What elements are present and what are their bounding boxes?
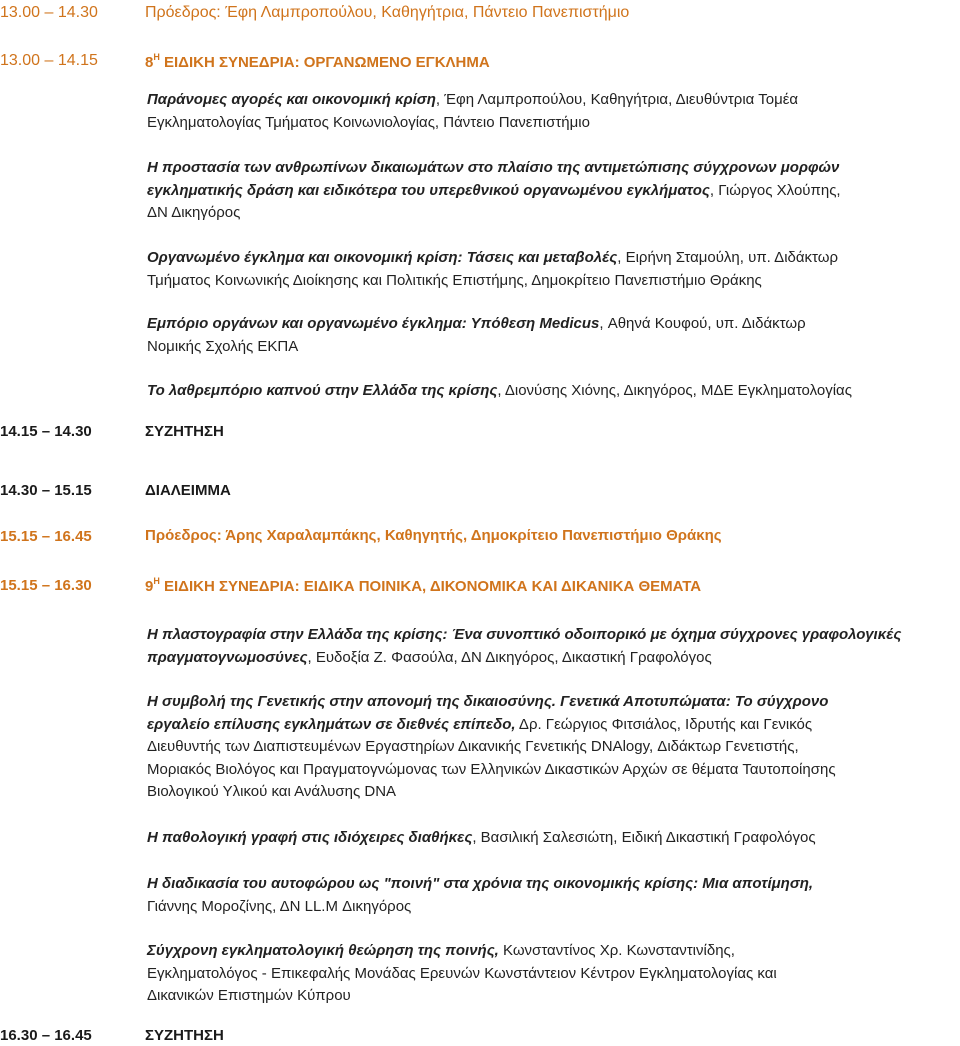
time-1300-1415: 13.00 – 14.15 [0,52,98,69]
time-1515-1645: 15.15 – 16.45 [0,528,92,545]
talk-s9-3: Η παθολογική γραφή στις ιδιόχειρες διαθήκες, Βασιλική Σαλεσιώτη, Ειδική Δικαστική Γραφολόγος [147,829,816,846]
talk-s8-5: Το λαθρεμπόριο καπνού στην Ελλάδα της κρίσης, Διονύσης Χιόνης, Δικηγόρος, ΜΔΕ Εγκληματολογίας [147,382,852,399]
time-1515-1630: 15.15 – 16.30 [0,577,92,594]
talk-s9-5: Σύγχρονη εγκληματολογική θεώρηση της ποινής, Κωνσταντίνος Χρ. Κωνσταντινίδης, Εγκληματολόγος - Επικεφαλής Μονάδας Ερευνών Κωνστάντειον Κέντρον Εγκληματολογίας και Δικανικών Επιστημών Κύπρου [147,942,777,1004]
time-1300-1430: 13.00 – 14.30 [0,4,98,21]
discussion-label-1: ΣΥΖΗΤΗΣΗ [145,423,224,440]
chair-session9: Πρόεδρος: Άρης Χαραλαμπάκης, Καθηγητής, Δημοκρίτειο Πανεπιστήμιο Θράκης [145,527,722,544]
time-1415-1430: 14.15 – 14.30 [0,423,92,440]
talk-s8-1: Παράνομες αγορές και οικονομική κρίση, Έφη Λαμπροπούλου, Καθηγήτρια, Διευθύντρια Τομέα Εγκληματολογίας Τμήματος Κοινωνιολογίας, Πάντειο Πανεπιστήμιο [147,91,799,131]
chair-session8: Πρόεδρος: Έφη Λαμπροπούλου, Καθηγήτρια, Πάντειο Πανεπιστήμιο [145,4,630,21]
time-1430-1515: 14.30 – 15.15 [0,482,92,499]
session8-title: $8^H$ ΕΙΔΙΚΗ ΣΥΝΕΔΡΙΑ: ΟΡΓΑΝΩΜΕΝΟ ΕΓΚΛΗΜΑ [145,52,490,71]
talk-s9-2: Η συμβολή της Γενετικής στην απονομή της δικαιοσύνης. Γενετικά Αποτυπώματα: Το σύγχρονο εργαλείο επίλυσης εγκλημάτων σε διεθνές επίπεδο, Δρ. Γεώργιος Φιτσιάλος, Ιδρυτής και Γενικός Διευθυντής των Διαπιστευμένων Εργαστηρίων Δικανικής Γενετικής DNAlogy, Διδάκτωρ Γενετιστής, Μοριακός Βιολόγος και Πραγματογνώμονας των Ελληνικών Δικαστικών Αρχών σε θέματα Ταυτοποίησης Βιολογικού Υλικού και Ανάλυσης DNA [147,693,836,800]
discussion-label-2: ΣΥΖΗΤΗΣΗ [145,1027,224,1044]
talk-s8-2: Η προστασία των ανθρωπίνων δικαιωμάτων στο πλαίσιο της αντιμετώπισης σύγχρονων μορφών εγκληματικής δράση και ειδικότερα του υπερεθνικού οργανωμένου εγκλήματος, Γιώργος Χλούπης, ΔΝ Δικηγόρος [147,159,841,221]
talk-s9-1: Η πλαστογραφία στην Ελλάδα της κρίσης: Ένα συνοπτικό οδοιπορικό με όχημα σύγχρονες γραφολογικές πραγματογνωμοσύνες, Ευδοξία Ζ. Φασούλα, ΔΝ Δικηγόρος, Δικαστική Γραφολόγος [147,626,902,666]
session9-title: $9^H$ ΕΙΔΙΚΗ ΣΥΝΕΔΡΙΑ: ΕΙΔΙΚΑ ΠΟΙΝΙΚΑ, ΔΙΚΟΝΟΜΙΚΑ ΚΑΙ ΔΙΚΑΝΙΚΑ ΘΕΜΑΤΑ [145,576,702,595]
talk-s9-4: Η διαδικασία του αυτοφώρου ως "ποινή" στα χρόνια της οικονομικής κρίσης: Μια αποτίμηση, Γιάννης Μοροζίνης, ΔΝ LL.M Δικηγόρος [147,875,814,915]
break-label: ΔΙΑΛΕΙΜΜΑ [145,482,231,499]
time-1630-1645: 16.30 – 16.45 [0,1027,92,1044]
talk-s8-4: Εμπόριο οργάνων και οργανωμένο έγκλημα: Υπόθεση Medicus, Αθηνά Κουφού, υπ. Διδάκτωρ Νομικής Σχολής ΕΚΠΑ [147,315,806,355]
talk-s8-3: Οργανωμένο έγκλημα και οικονομική κρίση: Τάσεις και μεταβολές, Ειρήνη Σταμούλη, υπ. Διδάκτωρ Τμήματος Κοινωνικής Διοίκησης και Πολιτικής Επιστήμης, Δημοκρίτειο Πανεπιστήμιο Θράκης [147,249,839,289]
